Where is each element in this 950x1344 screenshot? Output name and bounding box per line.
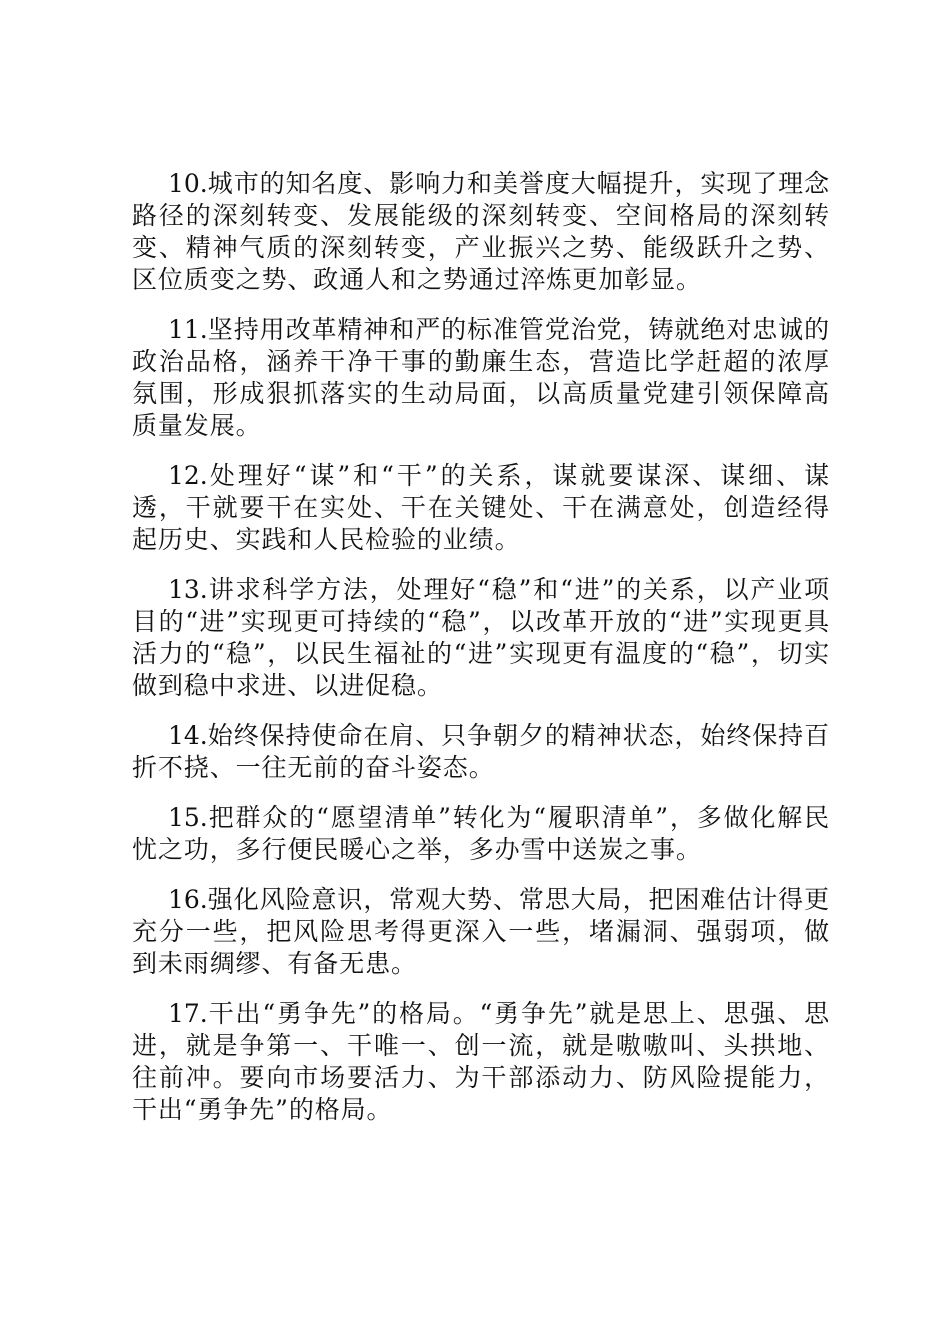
paragraph-text: 干出“勇争先”的格局。“勇争先”就是思上、思强、思进，就是争第一、干唯一、创一流，就是嗷嗷叫、头拱地、往前冲。要向市场要活力、为干部添动力、防风险提能力，干出“勇争先”的格局。 bbox=[132, 999, 830, 1124]
paragraph-17 bbox=[132, 998, 830, 1126]
paragraph-number: 11. bbox=[168, 315, 208, 344]
paragraph-text: 强化风险意识，常观大势、常思大局，把困难估计得更充分一些，把风险思考得更深入一些，堵漏洞、强弱项，做到未雨绸缪、有备无患。 bbox=[132, 885, 830, 978]
paragraph-16 bbox=[132, 884, 830, 980]
paragraph-text: 始终保持使命在肩、只争朝夕的精神状态，始终保持百折不挠、一往无前的奋斗姿态。 bbox=[132, 721, 830, 782]
paragraph-number: 17. bbox=[168, 999, 208, 1028]
paragraph-number: 15. bbox=[168, 803, 208, 832]
paragraph-number: 10. bbox=[168, 169, 208, 198]
paragraph-15 bbox=[132, 802, 830, 866]
paragraph-number: 16. bbox=[168, 885, 208, 914]
document-body bbox=[132, 168, 830, 1144]
paragraph-number: 14. bbox=[168, 721, 208, 750]
paragraph-text: 讲求科学方法，处理好“稳”和“进”的关系，以产业项目的“进”实现更可持续的“稳”，以改革开放的“进”实现更具活力的“稳”，以民生福祉的“进”实现更有温度的“稳”，切实做到稳中求进、以进促稳。 bbox=[132, 575, 830, 700]
paragraph-number: 12. bbox=[168, 461, 208, 490]
paragraph-text: 把群众的“愿望清单”转化为“履职清单”，多做化解民忧之功，多行便民暖心之举，多办雪中送炭之事。 bbox=[132, 803, 830, 864]
paragraph-text: 处理好“谋”和“干”的关系，谋就要谋深、谋细、谋透，干就要干在实处、干在关键处、干在满意处，创造经得起历史、实践和人民检验的业绩。 bbox=[132, 461, 830, 554]
paragraph-12 bbox=[132, 460, 830, 556]
paragraph-11 bbox=[132, 314, 830, 442]
paragraph-text: 坚持用改革精神和严的标准管党治党，铸就绝对忠诚的政治品格，涵养干净干事的勤廉生态，营造比学赶超的浓厚氛围，形成狠抓落实的生动局面，以高质量党建引领保障高质量发展。 bbox=[132, 315, 830, 440]
paragraph-number: 13. bbox=[168, 575, 208, 604]
paragraph-text: 城市的知名度、影响力和美誉度大幅提升，实现了理念路径的深刻转变、发展能级的深刻转变、空间格局的深刻转变、精神气质的深刻转变，产业振兴之势、能级跃升之势、区位质变之势、政通人和之势通过淬炼更加彰显。 bbox=[132, 169, 830, 294]
paragraph-14 bbox=[132, 720, 830, 784]
paragraph-13 bbox=[132, 574, 830, 702]
paragraph-10 bbox=[132, 168, 830, 296]
